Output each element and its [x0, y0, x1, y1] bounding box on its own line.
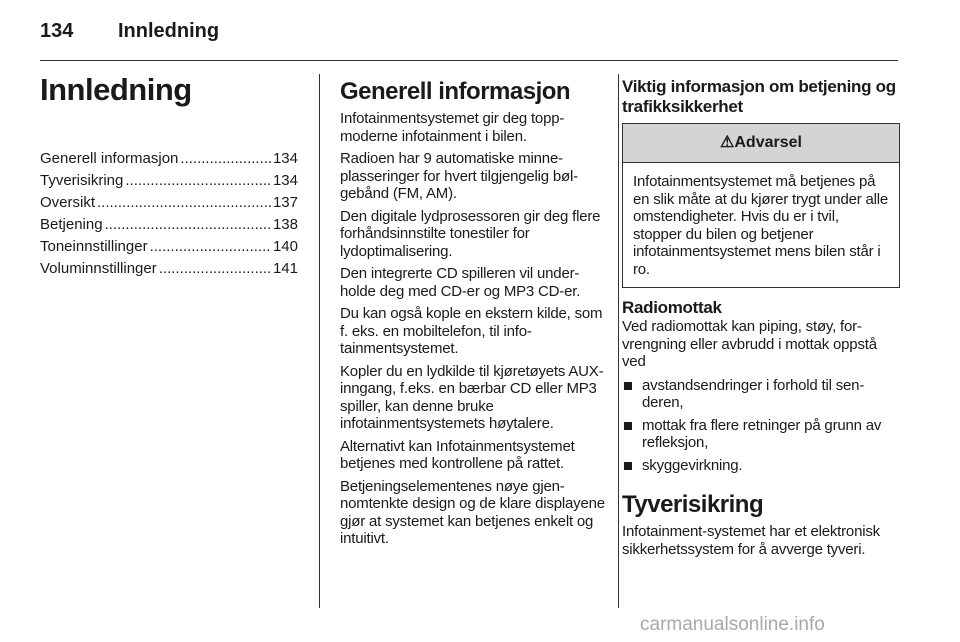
toc-entry[interactable] — [40, 171, 298, 191]
toc-entry-page: 137 — [272, 194, 298, 211]
column-divider-right — [618, 74, 619, 608]
list-item: skyggevirkning. — [622, 457, 900, 475]
toc-entry-label: Betjening — [40, 216, 103, 233]
paragraph: Infotainment-systemet har et elektronisk sikkerhetssystem for å avverge tyveri. — [622, 523, 880, 558]
bullet-square-icon — [624, 462, 632, 470]
section-title-general: Generell informasjon — [340, 78, 571, 105]
bullet-square-icon — [624, 422, 632, 430]
section-title-radio: Radiomottak — [622, 298, 722, 317]
toc-leader-dots — [105, 215, 271, 235]
toc-entry-label: Toneinnstillinger — [40, 238, 148, 255]
toc-entry[interactable] — [40, 237, 298, 257]
chapter-title: Innledning — [40, 72, 192, 107]
paragraph: Kopler du en lydkilde til kjøretøyets AUX-inngang, f.eks. en bærbar CD eller MP3 spiller, kan denne bruke infotainmentsystemets høytalere. — [340, 362, 604, 432]
toc-entry[interactable] — [40, 259, 298, 279]
radio-bullet-list — [622, 377, 900, 475]
running-header-title: Innledning — [118, 20, 220, 42]
toc-entry-page: 134 — [272, 150, 298, 167]
toc-entry[interactable] — [40, 215, 298, 235]
toc-entry-page: 138 — [272, 216, 298, 233]
column-divider-left — [319, 74, 320, 608]
paragraph: Den digitale lydprosessoren gir deg flere forhåndsinnstilte tonestiler for lydoptimalisering. — [340, 207, 601, 260]
table-of-contents — [40, 149, 298, 281]
section-title-safety: Viktig informasjon om betjening og trafikksikkerhet — [622, 77, 896, 116]
list-item: mottak fra flere retninger på grunn av refleksjon, — [622, 417, 900, 452]
list-item: avstandsendringer i forhold til senderen, — [622, 377, 900, 412]
header-rule — [40, 60, 898, 61]
toc-entry-page: 134 — [272, 172, 298, 189]
paragraph: Radioen har 9 automatiske minneplasseringer for hvert tilgjengelig bølgebånd (FM, AM). — [340, 150, 579, 202]
paragraph: Alternativt kan Infotainmentsystemet betjenes med kontrollene på rattet. — [340, 437, 575, 472]
toc-entry[interactable] — [40, 193, 298, 213]
toc-leader-dots — [159, 259, 271, 279]
toc-leader-dots — [150, 237, 271, 257]
warning-text: Infotainmentsystemet må betjenes på en slik måte at du kjører trygt under alle omstendigheter. Hvis du er i tvil, stopper du bilen og betjener infotainmentsystemet mens bilen står i ro. — [633, 173, 889, 278]
section-title-theft: Tyverisikring — [622, 491, 764, 518]
paragraph: Infotainmentsystemet gir deg toppmoderne infotainment i bilen. — [340, 110, 565, 145]
toc-entry-label: Tyverisikring — [40, 172, 124, 189]
toc-entry-label: Generell informasjon — [40, 150, 179, 167]
bullet-square-icon — [624, 382, 632, 390]
paragraph: Ved radiomottak kan piping, støy, forvrengning eller avbrudd i mottak oppstå ved — [622, 318, 877, 370]
toc-entry-page: 140 — [272, 238, 298, 255]
watermark: carmanualsonline.info — [640, 614, 825, 635]
warning-box — [622, 123, 900, 288]
toc-entry-label: Voluminnstillinger — [40, 260, 157, 277]
warning-title: Advarsel — [734, 134, 802, 151]
toc-entry-label: Oversikt — [40, 194, 96, 211]
paragraph: Du kan også kople en ekstern kilde, som f. eks. en mobiltelefon, til infotainmentsystemet. — [340, 305, 603, 357]
general-info-section — [340, 77, 606, 553]
safety-section — [622, 77, 900, 563]
warning-header — [623, 124, 899, 163]
paragraph: Den integrerte CD spilleren vil underholde deg med CD-er og MP3 CD-er. — [340, 265, 581, 300]
toc-leader-dots — [180, 149, 271, 169]
page-number: 134 — [40, 20, 74, 42]
toc-leader-dots — [125, 171, 271, 191]
toc-leader-dots — [97, 193, 271, 213]
toc-entry[interactable] — [40, 149, 298, 169]
paragraph: Betjeningselementenes nøye gjennomtenkte design og de klare displayene gjør at systemet kan betjenes enkelt og intuitivt. — [340, 477, 605, 547]
warning-triangle-icon: ⚠ — [720, 134, 735, 151]
toc-entry-page: 141 — [272, 260, 298, 277]
